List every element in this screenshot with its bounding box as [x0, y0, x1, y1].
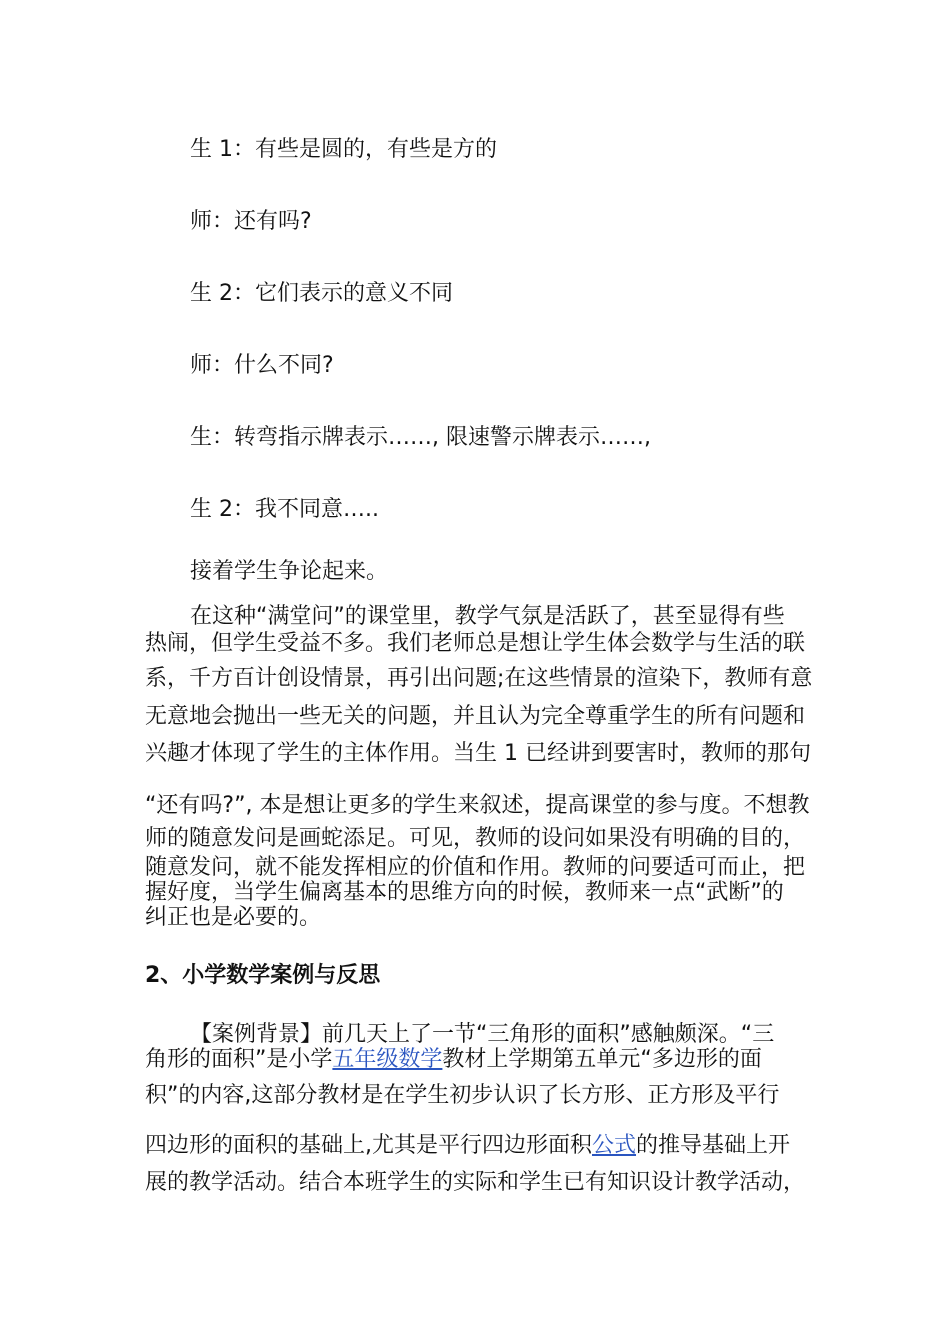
text-span: 角形的面积”是小学	[145, 1047, 333, 1072]
paragraph-line	[145, 1047, 762, 1073]
paragraph-line: 热闹，但学生受益不多。我们老师总是想让学生体会数学与生活的联	[145, 631, 806, 656]
paragraph-line	[145, 1133, 790, 1159]
paragraph-line: 在这种“满堂问”的课堂里，教学气氛是活跃了，甚至显得有些	[190, 604, 785, 629]
paragraph-line: 兴趣才体现了学生的主体作用。当生 1 已经讲到要害时，教师的那句	[145, 741, 811, 766]
dialogue-line: 师：还有吗?	[190, 209, 312, 234]
grade-math-link[interactable]: 五年级数学	[332, 1047, 443, 1072]
paragraph-line: 随意发问，就不能发挥相应的价值和作用。教师的问要适可而止，把	[145, 855, 806, 880]
paragraph-line: “还有吗?”, 本是想让更多的学生来叙述，提高课堂的参与度。不想教	[145, 793, 810, 818]
dialogue-line: 接着学生争论起来。	[190, 559, 389, 584]
dialogue-line: 生 1：有些是圆的，有些是方的	[190, 137, 497, 162]
paragraph-line: 展的教学活动。结合本班学生的实际和学生已有知识设计教学活动，	[145, 1170, 806, 1195]
dialogue-line: 生：转弯指示牌表示……, 限速警示牌表示……,	[190, 425, 651, 450]
section-heading: 2、小学数学案例与反思	[145, 963, 381, 988]
paragraph-line: 握好度，当学生偏离基本的思维方向的时候，教师来一点“武断”的	[145, 880, 784, 905]
paragraph-line: 无意地会抛出一些无关的问题，并且认为完全尊重学生的所有问题和	[145, 704, 806, 729]
dialogue-line: 生 2：它们表示的意义不同	[190, 281, 453, 306]
paragraph-line: 系，千方百计创设情景，再引出问题;在这些情景的渲染下，教师有意	[145, 666, 813, 691]
paragraph-line: 纠正也是必要的。	[145, 905, 322, 930]
text-span: 教材上学期第五单元“多边形的面	[442, 1047, 762, 1072]
dialogue-line: 生 2：我不同意…..	[190, 497, 379, 522]
paragraph-line: 【案例背景】前几天上了一节“三角形的面积”感触颇深。“三	[190, 1022, 775, 1047]
text-span: 四边形的面积的基础上,尤其是平行四边形面积	[145, 1133, 592, 1158]
paragraph-line: 师的随意发问是画蛇添足。可见，教师的设问如果没有明确的目的，	[145, 826, 806, 851]
paragraph-line: 积”的内容,这部分教材是在学生初步认识了长方形、正方形及平行	[145, 1083, 780, 1108]
dialogue-line: 师：什么不同?	[190, 353, 334, 378]
formula-link[interactable]: 公式	[592, 1133, 637, 1158]
text-span: 的推导基础上开	[636, 1133, 791, 1158]
